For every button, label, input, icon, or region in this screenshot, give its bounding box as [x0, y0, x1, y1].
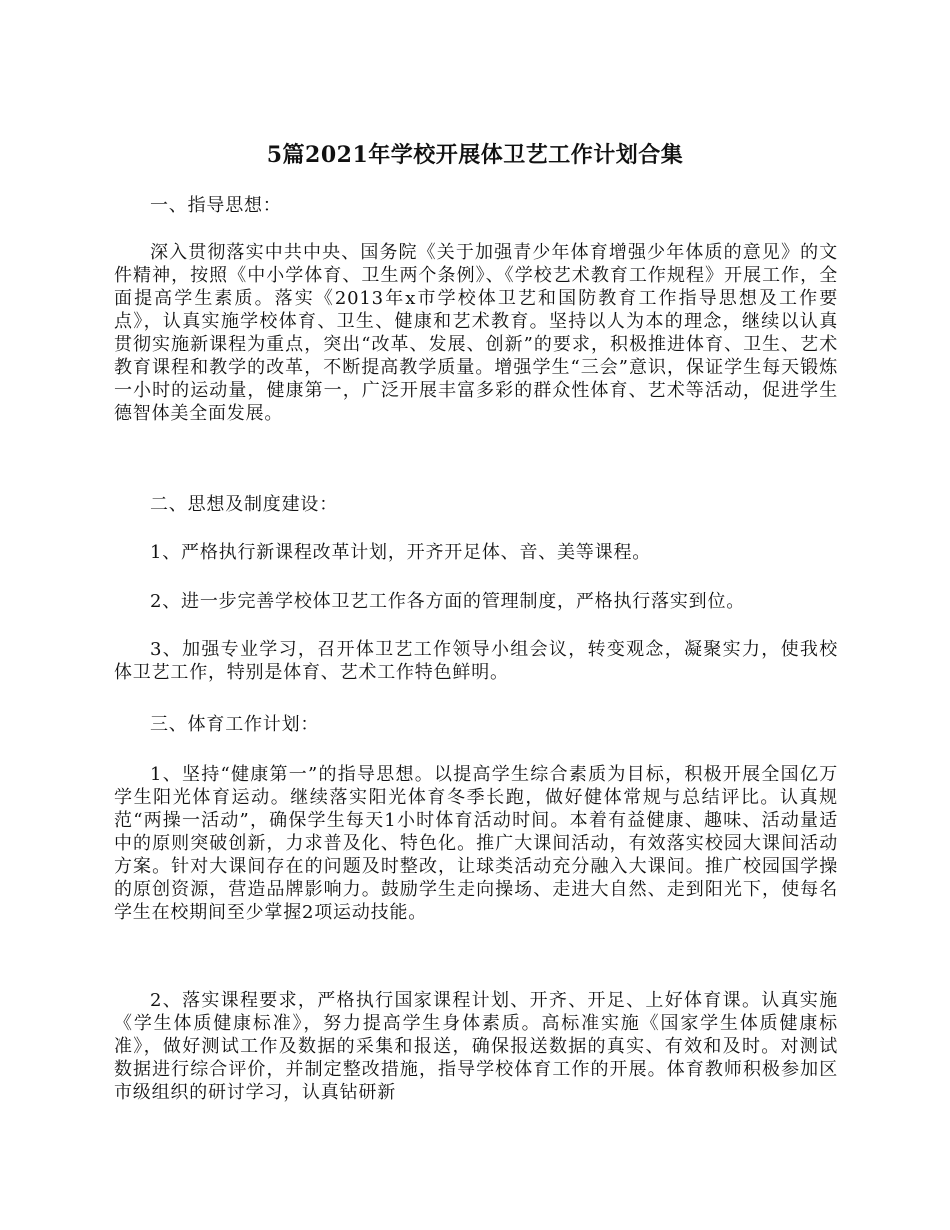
paragraph-system-item-1: 1、严格执行新课程改革计划，开齐开足体、音、美等课程。: [150, 542, 652, 563]
paragraph-guiding-thought: 深入贯彻落实中共中央、国务院《关于加强青少年体育增强少年体质的意见》的文件精神，按照《中小学体育、卫生两个条例》、《学校艺术教育工作规程》开展工作，全面提高学生素质。落实《2013年x市学校体卫艺和国防教育工作指导思想及工作要点》，认真实施学校体育、卫生、健康和艺术教育。坚持以人为本的理念，继续以认真贯彻实施新课程为重点，突出“改革、发展、创新”的要求，积极推进体育、卫生、艺术教育课程和教学的改革，不断提高教学质量。增强学生“三会”意识，保证学生每天锻炼一小时的运动量，健康第一，广泛开展丰富多彩的群众性体育、艺术等活动，促进学生德智体美全面发展。: [114, 242, 838, 424]
paragraph-system-item-3: 3、加强专业学习，召开体卫艺工作领导小组会议，转变观念，凝聚实力，使我校体卫艺工作，特别是体育、艺术工作特色鲜明。: [114, 639, 838, 683]
section-heading-guiding-thought: 一、指导思想：: [150, 195, 282, 216]
document-title: 5篇2021年学校开展体卫艺工作计划合集: [266, 142, 684, 168]
paragraph-pe-item-1: 1、坚持“健康第一”的指导思想。以提高学生综合素质为目标，积极开展全国亿万学生阳光体育运动。继续落实阳光体育冬季长跑，做好健体常规与总结评比。认真规范“两操一活动”，确保学生每天1小时体育活动时间。本着有益健康、趣味、活动量适中的原则突破创新，力求普及化、特色化。推广大课间活动，有效落实校园大课间活动方案。针对大课间存在的问题及时整改，让球类活动充分融入大课间。推广校园国学操的原创资源，营造品牌影响力。鼓励学生走向操场、走进大自然、走到阳光下，使每名学生在校期间至少掌握2项运动技能。: [114, 764, 838, 923]
paragraph-pe-item-2: 2、落实课程要求，严格执行国家课程计划、开齐、开足、上好体育课。认真实施《学生体质健康标准》，努力提高学生身体素质。高标准实施《国家学生体质健康标准》，做好测试工作及数据的采集和报送，确保报送数据的真实、有效和及时。对测试数据进行综合评价，并制定整改措施，指导学校体育工作的开展。体育教师积极参加区市级组织的研讨学习，认真钻研新: [114, 990, 838, 1103]
paragraph-system-item-2: 2、进一步完善学校体卫艺工作各方面的管理制度，严格执行落实到位。: [150, 591, 746, 612]
section-heading-pe-plan: 三、体育工作计划：: [150, 714, 320, 735]
section-heading-system-building: 二、思想及制度建设：: [150, 494, 338, 515]
